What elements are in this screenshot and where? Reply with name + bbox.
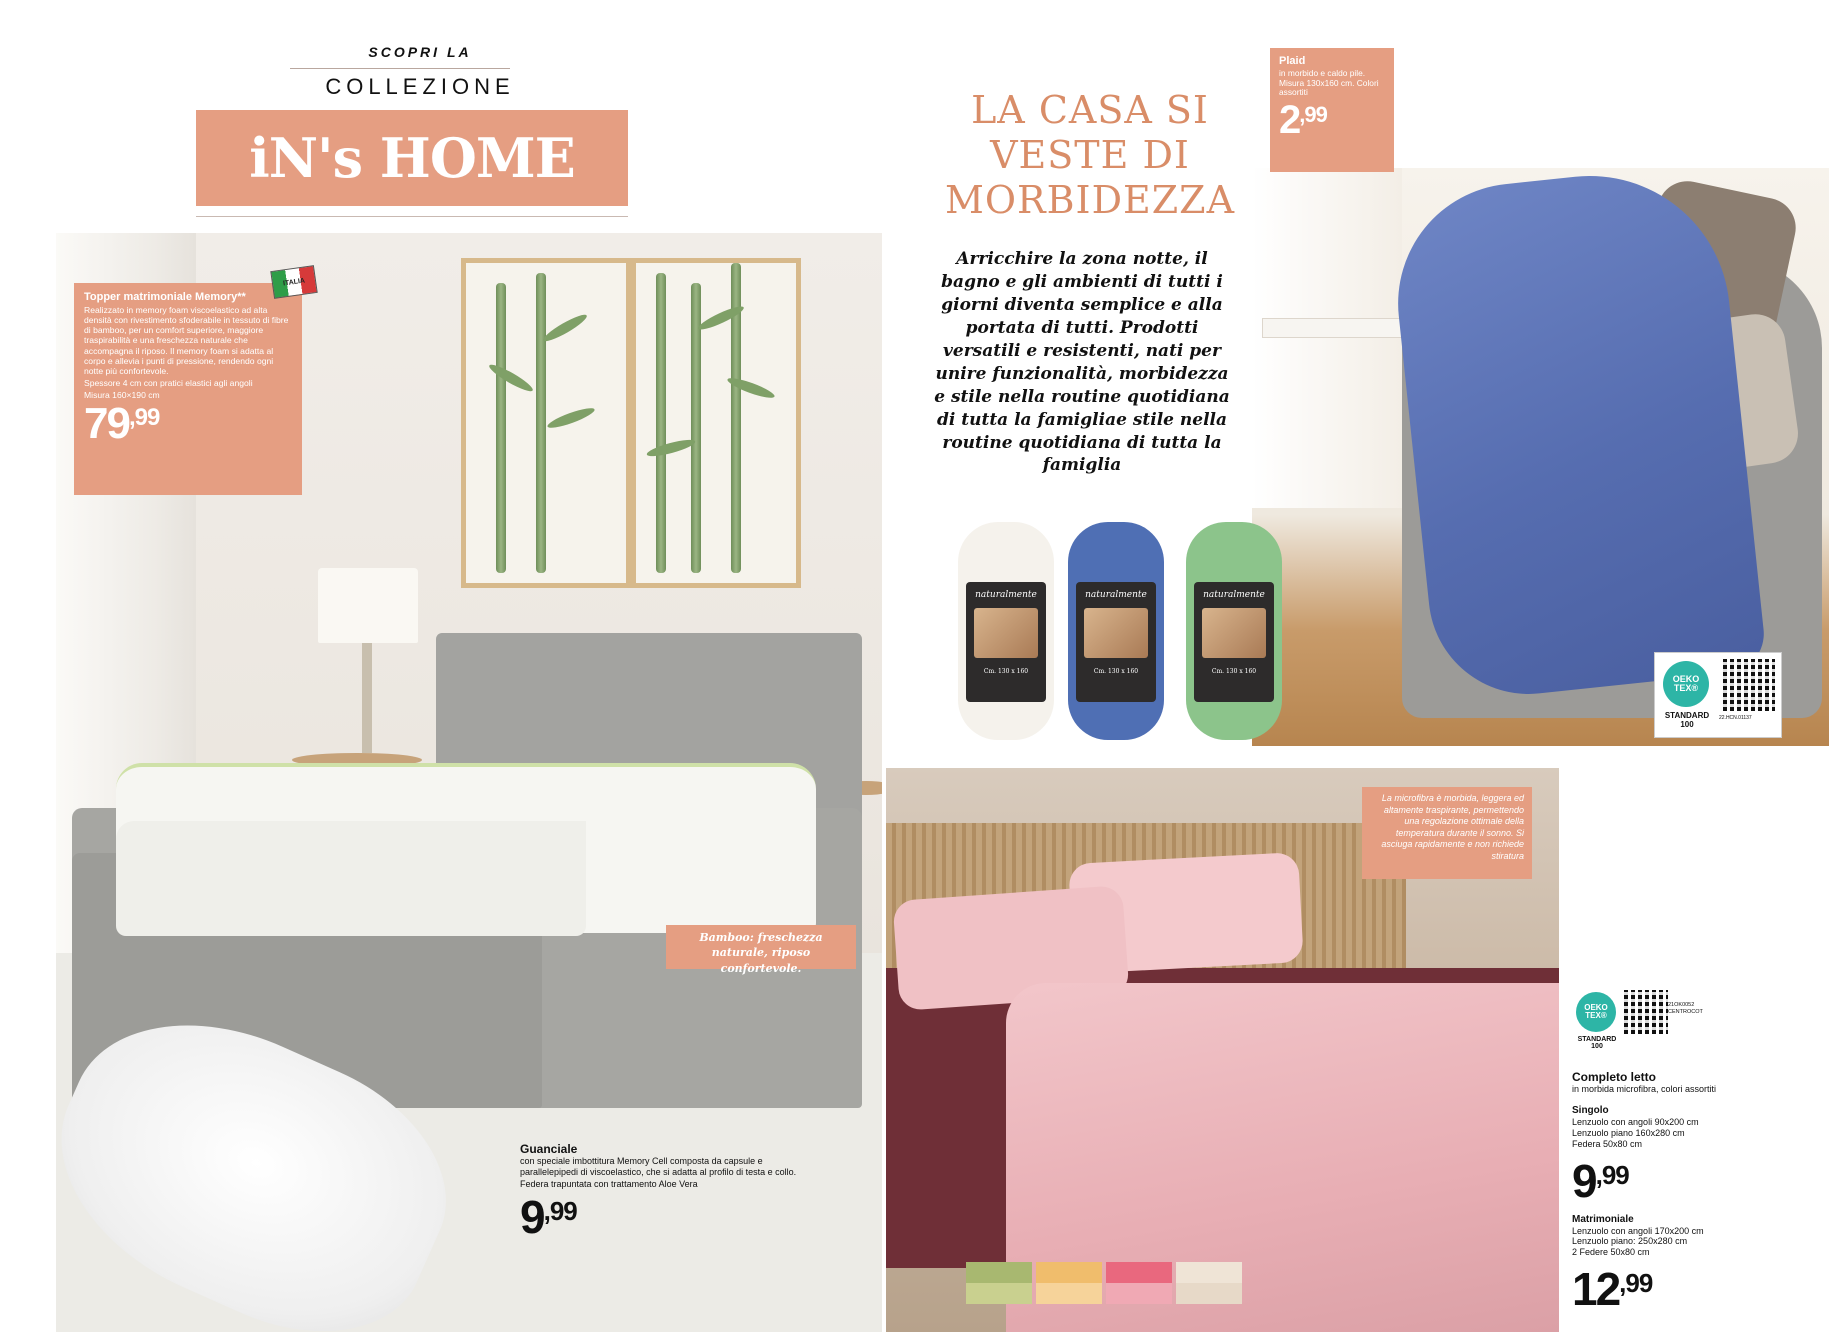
- oeko-code: 21OK0052 CENTROCOT: [1668, 1002, 1703, 1015]
- roll-label: naturalmente Cm. 130 x 160: [1076, 582, 1156, 702]
- oeko-code: 22.HCN.01137: [1719, 715, 1752, 721]
- oeko-tex-logo: OEKO TEX®: [1663, 661, 1709, 707]
- list-item: Lenzuolo piano 160x280 cm: [1572, 1127, 1685, 1138]
- product-description: in morbido e caldo pile. Misura 130x160 cm. Colori assortiti: [1279, 68, 1379, 98]
- product-title: Topper matrimoniale Memory**: [84, 291, 246, 303]
- plaid-roll-white: [958, 522, 1054, 740]
- size-label: Matrimoniale: [1572, 1213, 1634, 1225]
- oeko-standard: STANDARD 100: [1577, 1036, 1617, 1050]
- lamp-stand: [362, 643, 372, 753]
- product-details: Spessore 4 cm con pratici elastici agli angoli: [84, 377, 253, 388]
- lamp: [318, 568, 418, 643]
- qr-code-icon: [1723, 659, 1775, 711]
- price: 12,99: [1572, 1262, 1653, 1315]
- bamboo-painting-right: [631, 258, 801, 588]
- kicker: SCOPRI LA: [368, 44, 472, 60]
- topper-price-tag: [74, 283, 302, 495]
- divider: [196, 216, 628, 217]
- brand-name: iN's HOME: [249, 126, 575, 190]
- roll-label: naturalmente Cm. 130 x 160: [1194, 582, 1274, 702]
- price: 9,99: [1572, 1154, 1629, 1207]
- italy-flag-icon: ITALIA: [270, 265, 317, 299]
- color-swatch: [1176, 1262, 1242, 1304]
- price: 79,99: [84, 399, 160, 449]
- oeko-tex-badge: [1572, 990, 1732, 1064]
- pillow-info: [520, 1142, 800, 1243]
- headline: LA CASA SI VESTE DI MORBIDEZZA: [944, 88, 1236, 222]
- topper-side: [116, 821, 586, 936]
- bed-set-info: [1572, 1070, 1822, 1314]
- bamboo-painting-left: [461, 258, 631, 588]
- product-title: Plaid: [1279, 55, 1306, 67]
- brand-banner: [196, 110, 628, 206]
- microfiber-note: La microfibra è morbida, leggera ed altamente traspirante, permettendo una regolazione ottimale della temperatura durante il sonno. Si asciuga rapidamente e non richiede stiratura: [1362, 787, 1532, 879]
- list-item: Lenzuolo con angoli 90x200 cm: [1572, 1117, 1699, 1128]
- plaid-roll-green: [1186, 522, 1282, 740]
- oeko-tex-logo: OEKO TEX®: [1576, 992, 1616, 1032]
- list-item: Federa 50x80 cm: [1572, 1138, 1643, 1149]
- color-swatch: [1106, 1262, 1172, 1304]
- color-swatch: [966, 1262, 1032, 1304]
- size-label: Singolo: [1572, 1105, 1609, 1117]
- oeko-standard: STANDARD 100: [1664, 711, 1710, 729]
- window: [1252, 168, 1402, 508]
- qr-code-icon: [1624, 990, 1668, 1034]
- product-size: Misura 160×190 cm: [84, 390, 160, 401]
- price: 2,99: [1279, 97, 1327, 142]
- list-item: 2 Federe 50x80 cm: [1572, 1247, 1650, 1258]
- divider: [290, 68, 510, 69]
- blue-plaid: [1386, 168, 1768, 704]
- collection-title: COLLEZIONE: [325, 74, 515, 99]
- list-item: Lenzuolo piano: 250x280 cm: [1572, 1236, 1688, 1247]
- side-table: [1262, 318, 1412, 338]
- bamboo-note: Bamboo: freschezza naturale, riposo confortevole.: [666, 925, 856, 969]
- color-swatch: [1036, 1262, 1102, 1304]
- product-description: Realizzato in memory foam viscoelastico ad alta densità con rivestimento sfoderabile in tessuto di fibre di bamboo, per un comfort superiore, maggiore traspirabilità e una freschezza naturale che accompagna il riposo. Il memory foam si adatta al corpo e allevia i punti di pressione, rendendo ogni notte più confortevole.: [84, 305, 289, 376]
- product-description: con speciale imbottitura Memory Cell composta da capsule e parallelepipedi di viscoelastico, che si adatta al profilo di testa e collo. Federa trapuntata con trattamento Aloe Vera: [520, 1156, 797, 1189]
- product-title: Guanciale: [520, 1142, 578, 1156]
- list-item: Lenzuolo con angoli 170x200 cm: [1572, 1225, 1704, 1236]
- intro-text: Arricchire la zona notte, il bagno e gli ambienti di tutti i giorni diventa semplice e alla portata di tutti. Prodotti versatili e resistenti, nati per unire funzionalità, morbidezza e stile nella routine quotidiana di tutta la famigliae stile nella routine quotidiana di tutta la famiglia: [934, 249, 1230, 476]
- plaid-roll-blue: [1068, 522, 1164, 740]
- product-title: Completo letto: [1572, 1070, 1656, 1084]
- oeko-tex-badge: [1654, 652, 1782, 738]
- roll-label: naturalmente Cm. 130 x 160: [966, 582, 1046, 702]
- product-subtitle: in morbida microfibra, colori assortiti: [1572, 1084, 1717, 1095]
- plaid-price-tag: [1270, 48, 1394, 172]
- price: 9,99: [520, 1190, 577, 1243]
